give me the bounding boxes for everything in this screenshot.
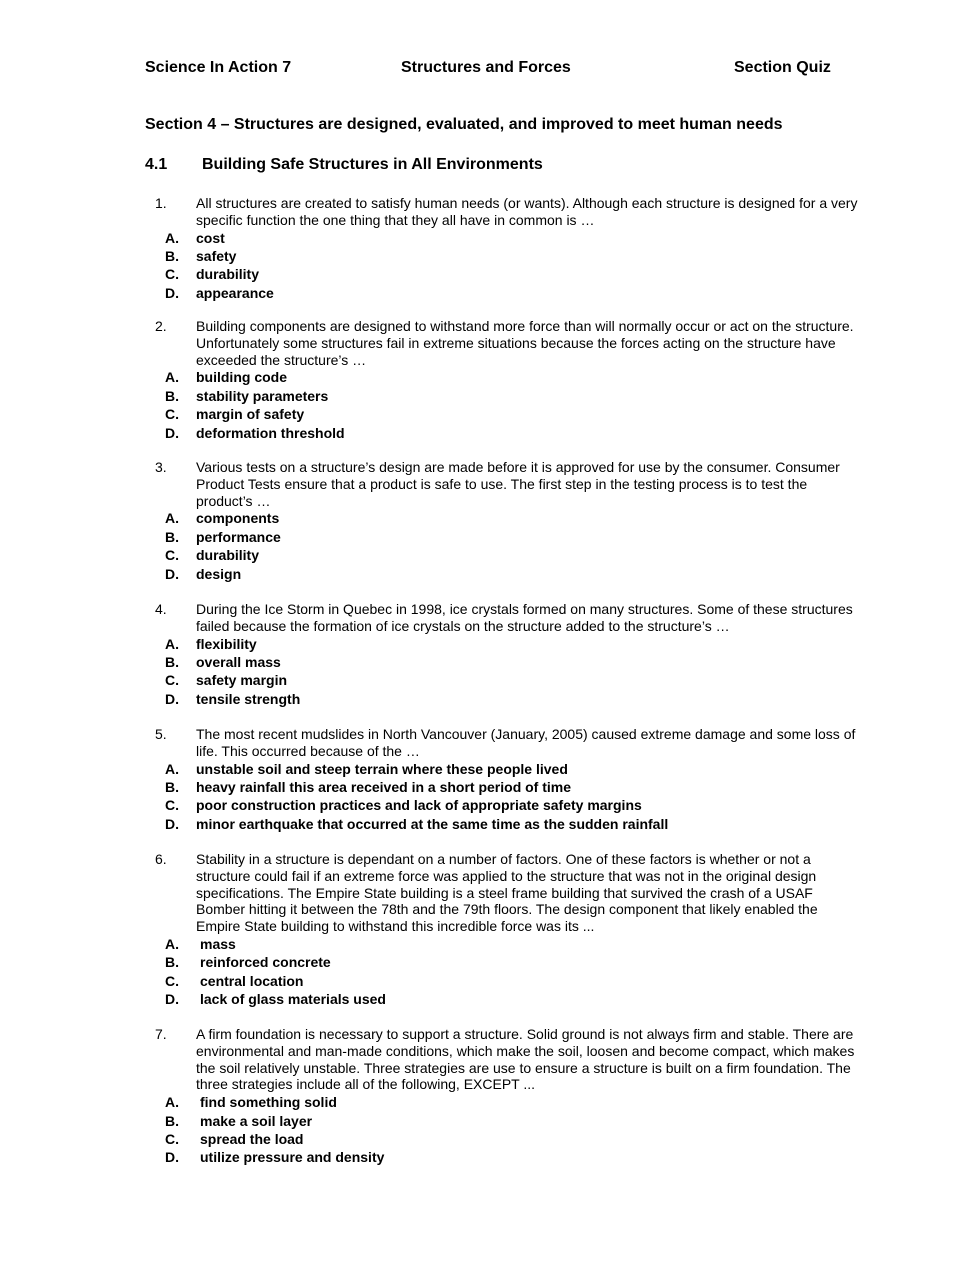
- question-2: [145, 318, 865, 442]
- answer-option-d[interactable]: [145, 565, 865, 583]
- option-text: reinforced concrete: [200, 954, 331, 971]
- option-letter: D.: [165, 991, 179, 1008]
- option-letter: A.: [165, 935, 179, 952]
- question-stem: [145, 1026, 865, 1093]
- option-text: design: [196, 565, 242, 582]
- question-number: 6.: [155, 851, 167, 867]
- answer-option-d[interactable]: [145, 990, 865, 1008]
- question-number: 4.: [155, 601, 167, 617]
- answer-option-d[interactable]: [145, 424, 865, 442]
- option-text: building code: [196, 369, 287, 386]
- option-letter: C.: [165, 972, 179, 989]
- option-text: appearance: [196, 284, 274, 301]
- option-letter: B.: [165, 654, 179, 670]
- question-stem: [145, 318, 865, 368]
- question-7: [145, 1026, 865, 1167]
- header-doc-type: Section Quiz: [734, 59, 831, 76]
- answer-option-c[interactable]: [145, 796, 865, 814]
- option-letter: A.: [165, 369, 179, 386]
- answer-option-b[interactable]: [145, 653, 865, 671]
- option-text: cost: [196, 229, 225, 246]
- option-letter: A.: [165, 1094, 179, 1111]
- option-text: durability: [196, 266, 260, 283]
- option-letter: A.: [165, 635, 179, 652]
- option-text: make a soil layer: [200, 1112, 313, 1129]
- question-stem: [145, 601, 865, 635]
- option-letter: C.: [165, 406, 179, 423]
- option-letter: D.: [165, 565, 179, 582]
- option-letter: D.: [165, 815, 179, 832]
- option-letter: B.: [165, 1112, 179, 1129]
- option-text: safety margin: [196, 672, 288, 689]
- option-letter: D.: [165, 1149, 179, 1166]
- option-letter: C.: [165, 797, 179, 814]
- question-text: Stability in a structure is dependant on a number of factors. One of these factors is whether or not a structure could fail if an extreme force was applied to the structure that was not in the original design specifications. The Empire State building is a steel frame building that survived the crash of a USAF Bomber hitting it between the 78th and the 79th floors. The design component that likely enabled the Empire State building to withstand this incredible force was its ...: [196, 851, 818, 935]
- answer-option-c[interactable]: [145, 671, 865, 689]
- question-6: [145, 851, 865, 1009]
- option-text: deformation threshold: [196, 424, 345, 441]
- option-text: unstable soil and steep terrain where these people lived: [196, 760, 568, 777]
- question-number: 5.: [155, 726, 167, 742]
- section-title: Section 4 – Structures are designed, evaluated, and improved to meet human needs: [145, 116, 783, 133]
- option-text: tensile strength: [196, 690, 301, 707]
- question-3: [145, 459, 865, 583]
- answer-option-a[interactable]: [145, 229, 865, 247]
- question-number: 7.: [155, 1026, 167, 1042]
- option-letter: A.: [165, 229, 179, 246]
- answer-option-a[interactable]: [145, 368, 865, 386]
- option-text: lack of glass materials used: [200, 991, 386, 1008]
- option-text: mass: [200, 935, 236, 952]
- question-text: A firm foundation is necessary to support a structure. Solid ground is not always firm and stable. There are environmental and man-made conditions, which make the soil, loosen and become compact, which makes the soil relatively unstable. Three strategies are use to ensure a structure is built on a firm foundation. The three strategies include all of the following, EXCEPT ...: [196, 1026, 855, 1093]
- option-letter: B.: [165, 779, 179, 795]
- option-text: minor earthquake that occurred at the same time as the sudden rainfall: [196, 815, 669, 832]
- question-text: All structures are created to satisfy human needs (or wants). Although each structure is designed for a very specific function the one thing that they all have in common is …: [196, 195, 858, 228]
- option-letter: D.: [165, 284, 179, 301]
- header-course-title: Science In Action 7: [145, 59, 292, 76]
- option-letter: D.: [165, 690, 179, 707]
- answer-option-c[interactable]: [145, 265, 865, 283]
- question-text: During the Ice Storm in Quebec in 1998, ice crystals formed on many structures. Some of these structures failed because the formation of ice crystals on the structure added to the structure’s …: [196, 601, 853, 634]
- answer-option-b[interactable]: [145, 953, 865, 971]
- question-stem: [145, 195, 865, 229]
- answer-option-a[interactable]: [145, 635, 865, 653]
- answer-option-a[interactable]: [145, 935, 865, 953]
- option-text: margin of safety: [196, 406, 305, 423]
- option-letter: C.: [165, 547, 179, 564]
- option-text: overall mass: [196, 654, 281, 670]
- option-text: spread the load: [200, 1131, 304, 1147]
- option-text: find something solid: [200, 1094, 337, 1111]
- answer-option-b[interactable]: [145, 528, 865, 546]
- option-text: central location: [200, 972, 304, 989]
- option-letter: D.: [165, 424, 179, 441]
- option-text: components: [196, 510, 280, 527]
- question-stem: [145, 726, 865, 760]
- question-1: [145, 195, 865, 302]
- question-5: [145, 726, 865, 833]
- option-letter: C.: [165, 672, 179, 689]
- answer-option-a[interactable]: [145, 509, 865, 527]
- question-text: The most recent mudslides in North Vancouver (January, 2005) caused extreme damage and some loss of life. This occurred because of the …: [196, 726, 856, 759]
- answer-option-d[interactable]: [145, 690, 865, 708]
- answer-option-d[interactable]: [145, 815, 865, 833]
- question-number: 2.: [155, 318, 167, 334]
- answer-option-b[interactable]: [145, 1112, 865, 1130]
- answer-option-b[interactable]: [145, 247, 865, 265]
- question-number: 3.: [155, 459, 167, 475]
- question-number: 1.: [155, 195, 167, 211]
- option-text: poor construction practices and lack of appropriate safety margins: [196, 797, 642, 814]
- answer-option-c[interactable]: [145, 972, 865, 990]
- subsection-title: Building Safe Structures in All Environments: [202, 156, 543, 173]
- option-letter: B.: [165, 387, 179, 404]
- option-text: safety: [196, 248, 237, 264]
- answer-option-b[interactable]: [145, 778, 865, 796]
- answer-option-c[interactable]: [145, 405, 865, 423]
- option-letter: C.: [165, 1131, 179, 1147]
- option-text: durability: [196, 547, 260, 564]
- option-letter: A.: [165, 760, 179, 777]
- question-text: Various tests on a structure’s design are made before it is approved for use by the consumer. Consumer Product Tests ensure that a product is safe to use. The first step in the testing process is to test the product’s …: [196, 459, 840, 509]
- option-letter: B.: [165, 528, 179, 545]
- answer-option-b[interactable]: [145, 387, 865, 405]
- answer-option-a[interactable]: [145, 760, 865, 778]
- option-letter: A.: [165, 510, 179, 527]
- answer-option-a[interactable]: [145, 1093, 865, 1111]
- question-stem: [145, 459, 865, 509]
- subsection-number: 4.1: [145, 156, 168, 173]
- subsection-heading: [145, 156, 543, 174]
- option-text: stability parameters: [196, 387, 329, 404]
- option-text: performance: [196, 528, 281, 545]
- answer-option-c[interactable]: [145, 546, 865, 564]
- question-text: Building components are designed to withstand more force than will normally occur or act on the structure. Unfortunately some structures fail in extreme situations because the forces acting on the structure have exceeded the structure’s …: [196, 318, 854, 368]
- option-text: utilize pressure and density: [200, 1149, 385, 1166]
- option-letter: C.: [165, 266, 179, 283]
- header-unit-title: Structures and Forces: [401, 59, 571, 76]
- answer-option-d[interactable]: [145, 1148, 865, 1166]
- answer-option-c[interactable]: [145, 1130, 865, 1148]
- option-text: heavy rainfall this area received in a short period of time: [196, 779, 572, 795]
- question-4: [145, 601, 865, 708]
- option-text: flexibility: [196, 635, 257, 652]
- question-stem: [145, 851, 865, 935]
- answer-option-d[interactable]: [145, 284, 865, 302]
- option-letter: B.: [165, 248, 179, 264]
- option-letter: B.: [165, 954, 179, 971]
